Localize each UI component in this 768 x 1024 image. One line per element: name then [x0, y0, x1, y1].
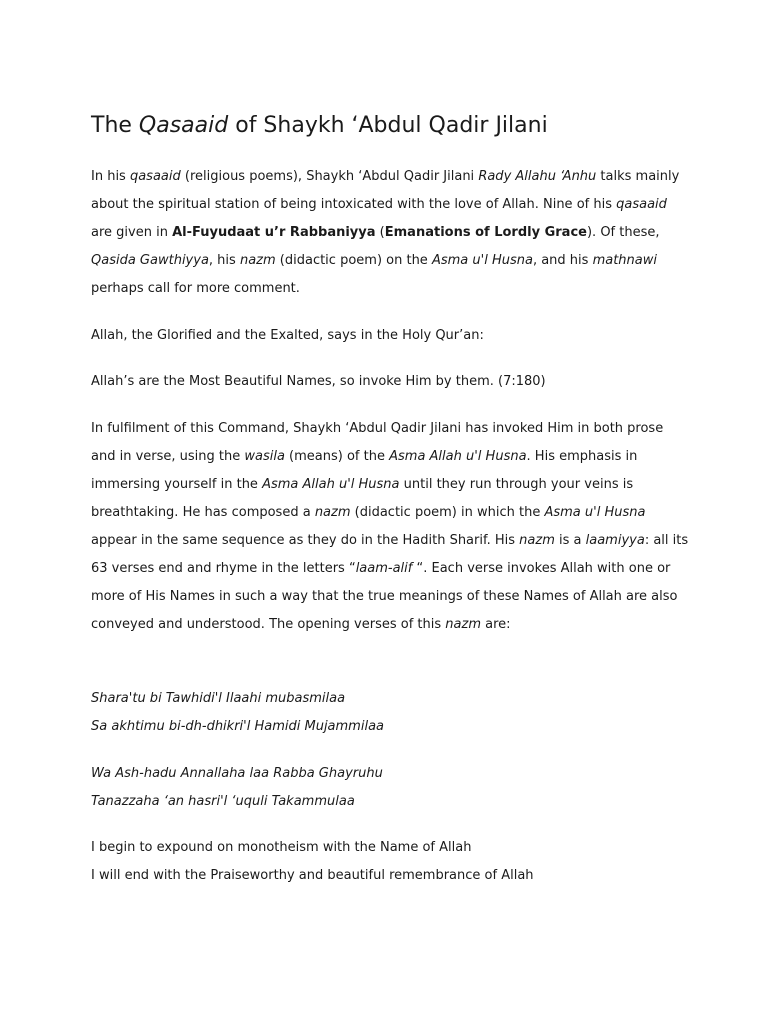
translation-block: [91, 834, 691, 890]
intro-italic-1: qasaaid: [129, 169, 181, 184]
quran-quote: Allah’s are the Most Beautiful Names, so invoke Him by them. (7:180): [91, 374, 546, 389]
intro-text-7: , his: [208, 253, 240, 268]
verse-stanza-2: [91, 760, 691, 816]
p3-text-6: appear in the same sequence as they do in the Hadith Sharif. His: [91, 533, 520, 548]
intro-italic-6: Asma u'l Husna: [431, 253, 533, 268]
intro-text-6: ). Of these,: [586, 225, 660, 240]
p3-text-2: (means) of the: [284, 449, 390, 464]
p3-italic-5: Asma u'l Husna: [544, 505, 646, 520]
p3-text-8: : all its 63 verses end and rhyme in the letters “: [91, 533, 689, 576]
title-prefix: The: [91, 113, 139, 138]
intro-bold-2: Emanations of Lordly Grace: [384, 225, 587, 240]
intro-text-3: talks mainly about the spiritual station of being intoxicated with the love of Allah. Nine of his: [91, 169, 680, 212]
fulfilment-paragraph: [91, 415, 691, 639]
intro-text-1: In his: [91, 169, 130, 184]
p3-italic-7: laamiyya: [585, 533, 645, 548]
intro-italic-4: Qasida Gawthiyya: [91, 253, 209, 268]
p3-text-7: is a: [554, 533, 586, 548]
title-suffix: of Shaykh ‘Abdul Qadir Jilani: [228, 113, 548, 138]
title-italic: Qasaaid: [138, 113, 229, 138]
intro-text-8: (didactic poem) on the: [275, 253, 432, 268]
translation-line: I begin to expound on monotheism with the Name of Allah: [91, 840, 472, 855]
translation-line: I will end with the Praiseworthy and beautiful remembrance of Allah: [91, 868, 534, 883]
verse-line: Tanazzaha ‘an hasri'l ‘uquli Takammulaa: [91, 794, 355, 809]
intro-text-4: are given in: [91, 225, 173, 240]
p3-text-1: In fulfilment of this Command, Shaykh ‘Abdul Qadir Jilani has invoked Him in both prose and in verse, using the: [91, 421, 664, 464]
intro-italic-2: Rady Allahu ‘Anhu: [478, 169, 597, 184]
p3-italic-9: nazm: [445, 617, 481, 632]
p3-text-5: (didactic poem) in which the: [350, 505, 545, 520]
p3-text-10: are:: [481, 617, 511, 632]
p3-italic-6: nazm: [519, 533, 555, 548]
document-title: [91, 108, 691, 144]
p3-text-9: “. Each verse invokes Allah with one or more of His Names in such a way that the true meanings of these Names of Allah are also conveyed and understood. The opening verses of this: [91, 561, 678, 632]
p3-italic-8: laam-alif: [355, 561, 413, 576]
verse-line: Wa Ash-hadu Annallaha laa Rabba Ghayruhu: [91, 766, 383, 781]
quran-intro-paragraph: Allah, the Glorified and the Exalted, says in the Holy Qur’an:: [91, 328, 484, 343]
intro-text-5: (: [375, 225, 385, 240]
verse-line: Shara'tu bi Tawhidi'l Ilaahi mubasmilaa: [91, 691, 346, 706]
p3-italic-1: wasila: [244, 449, 285, 464]
p3-italic-2: Asma Allah u'l Husna: [389, 449, 527, 464]
intro-text-10: perhaps call for more comment.: [91, 281, 300, 296]
intro-italic-3: qasaaid: [616, 197, 667, 212]
p3-italic-3: Asma Allah u'l Husna: [262, 477, 400, 492]
intro-italic-5: nazm: [239, 253, 276, 268]
intro-text-2: (religious poems), Shaykh ‘Abdul Qadir Jilani: [180, 169, 479, 184]
verse-line: Sa akhtimu bi-dh-dhikri'l Hamidi Mujammilaa: [91, 719, 385, 734]
intro-paragraph: [91, 163, 691, 303]
p3-text-4: until they run through your veins is breathtaking. He has composed a: [91, 477, 634, 520]
intro-italic-7: mathnawi: [592, 253, 657, 268]
verse-stanza-1: [91, 685, 691, 741]
p3-text-3: . His emphasis in immersing yourself in the: [91, 449, 638, 492]
p3-italic-4: nazm: [314, 505, 351, 520]
intro-bold-1: Al-Fuyudaat u’r Rabbaniyya: [172, 225, 376, 240]
intro-text-9: , and his: [532, 253, 593, 268]
